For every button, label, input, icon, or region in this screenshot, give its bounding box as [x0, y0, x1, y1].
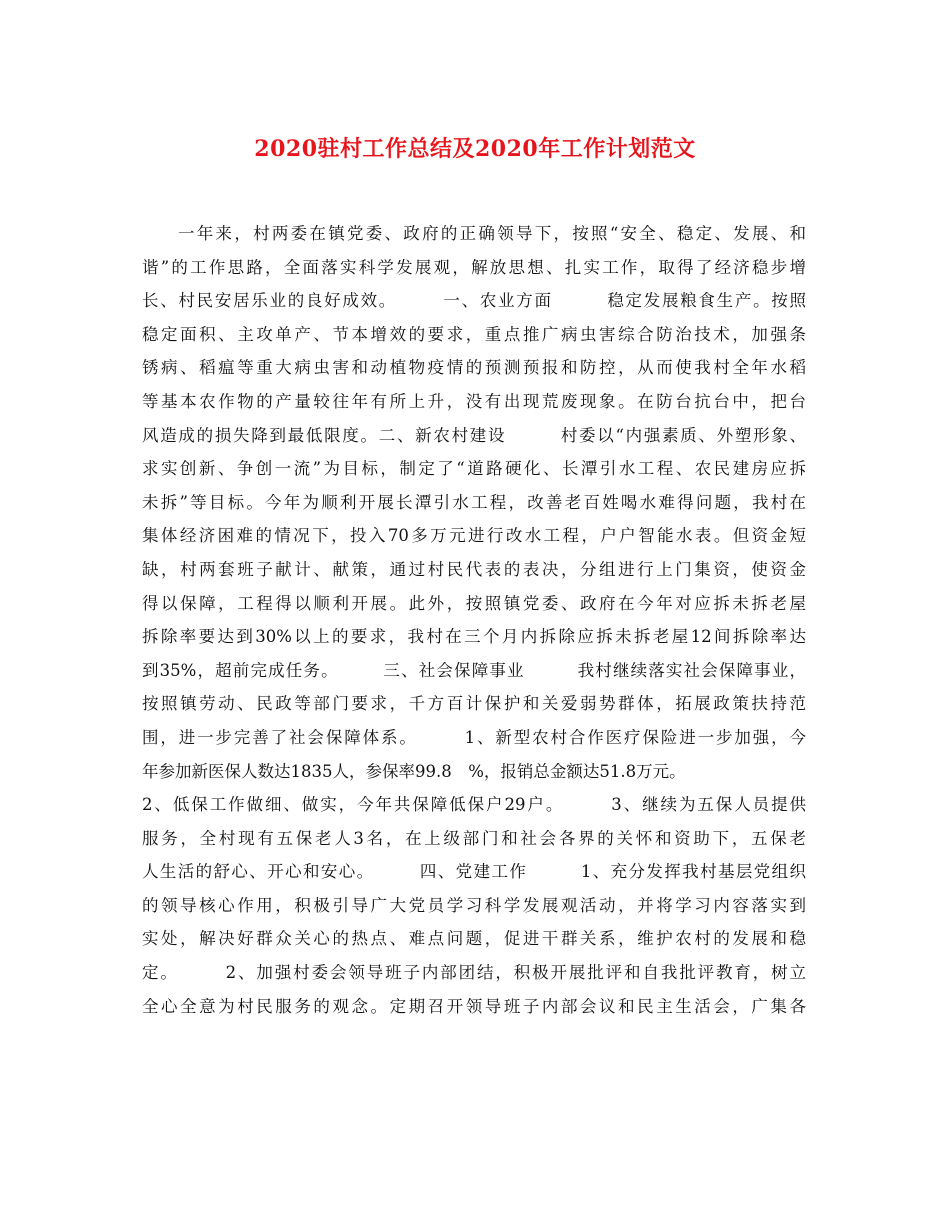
document-title: 2020驻村工作总结及2020年工作计划范文: [254, 136, 696, 162]
body-line: 稳定面积、主攻单产、节本增效的要求，重点推广病虫害综合防治技术，加强条: [142, 324, 806, 344]
body-line: 集体经济困难的情况下，投入70多万元进行改水工程，户户智能水表。但资金短: [142, 526, 806, 546]
body-line: 到35%，超前完成任务。 三、社会保障事业 我村继续落实社会保障事业，: [142, 660, 806, 680]
body-line: 风造成的损失降到最低限度。二、新农村建设 村委以“内强素质、外塑形象、: [142, 425, 806, 445]
body-line: 未拆”等目标。今年为顺利开展长潭引水工程，改善老百姓喝水难得问题，我村在: [142, 492, 806, 512]
body-line: 实处，解决好群众关心的热点、难点问题，促进干群关系，维护农村的发展和稳: [142, 929, 806, 949]
body-line: 按照镇劳动、民政等部门要求，千方百计保护和关爱弱势群体，拓展政策扶持范: [142, 694, 806, 714]
body-line: 服务，全村现有五保老人3名，在上级部门和社会各界的关怀和资助下，五保老: [142, 828, 806, 848]
body-line: 长、村民安居乐业的良好成效。 一、农业方面 稳定发展粮食生产。按照: [142, 291, 806, 311]
body-line: 2、低保工作做细、做实，今年共保障低保户29户。 3、继续为五保人员提供: [142, 795, 806, 815]
body-line: 得以保障，工程得以顺利开展。此外，按照镇党委、政府在今年对应拆未拆老屋: [142, 593, 806, 613]
body-line: 谐”的工作思路，全面落实科学发展观，解放思想、扎实工作，取得了经济稳步增: [142, 257, 806, 277]
body-line: 缺，村两套班子献计、献策，通过村民代表的表决，分组进行上门集资，使资金: [142, 559, 806, 579]
body-line: 锈病、稻瘟等重大病虫害和动植物疫情的预测预报和防控，从而使我村全年水稻: [142, 358, 806, 378]
document-body: [142, 217, 806, 1023]
body-line: 定。 2、加强村委会领导班子内部团结，积极开展批评和自我批评教育，树立: [142, 963, 806, 983]
body-line: 年参加新医保人数达1835人，参保率99.8 %，报销总金额达51.8万元。: [142, 761, 686, 781]
body-line: 一年来，村两委在镇党委、政府的正确领导下，按照“安全、稳定、发展、和: [178, 224, 806, 243]
body-line: 求实创新、争创一流”为目标，制定了“道路硬化、长潭引水工程、农民建房应拆: [142, 459, 806, 479]
body-line: 等基本农作物的产量较往年有所上升，没有出现荒废现象。在防台抗台中，把台: [142, 391, 806, 411]
body-line: 的领导核心作用，积极引导广大党员学习科学发展观活动，并将学习内容落实到: [142, 895, 806, 915]
body-line: 人生活的舒心、开心和安心。 四、党建工作 1、充分发挥我村基层党组织: [142, 862, 806, 882]
body-line: 拆除率要达到30%以上的要求，我村在三个月内拆除应拆未拆老屋12间拆除率达: [142, 627, 806, 647]
body-line: 围，进一步完善了社会保障体系。 1、新型农村合作医疗保险进一步加强，今: [142, 727, 806, 747]
body-line: 全心全意为村民服务的观念。定期召开领导班子内部会议和民主生活会，广集各: [142, 996, 806, 1016]
